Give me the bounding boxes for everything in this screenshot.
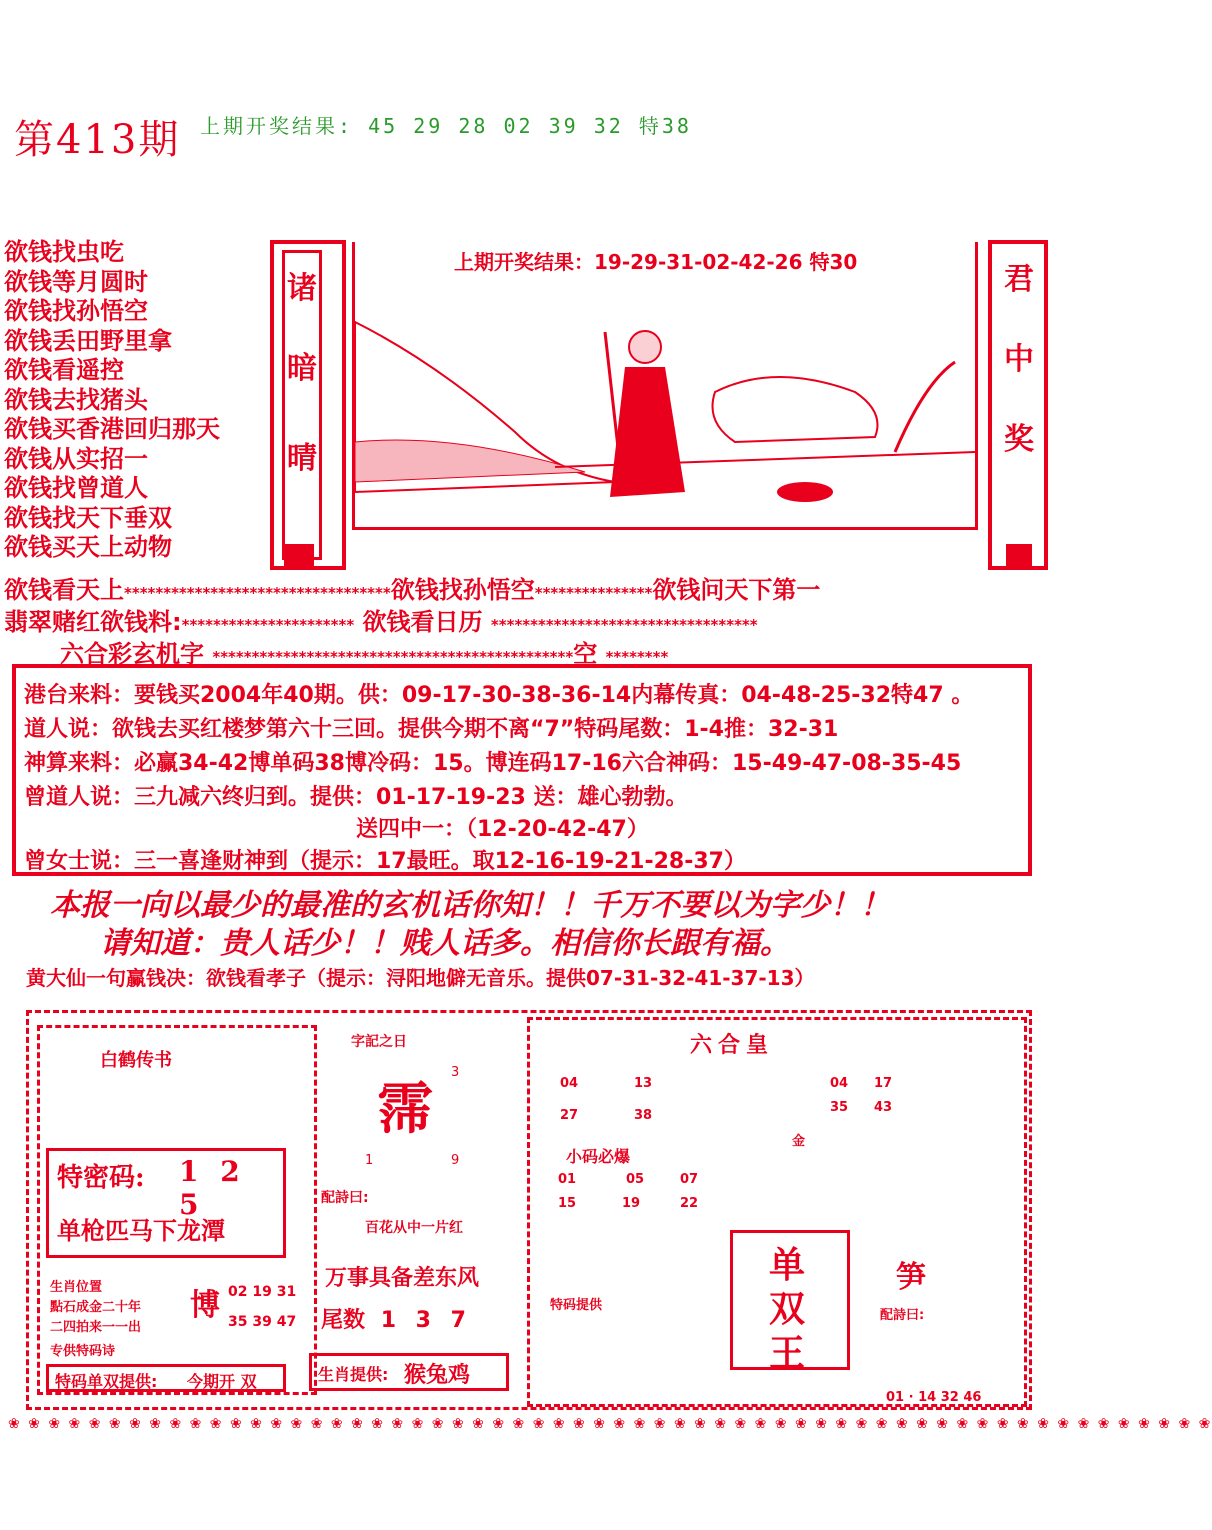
info-line: 曾道人说：三九减六终归到。提供：01-17-19-23 送：雄心勃勃。 — [24, 785, 688, 810]
num-cell: 43 — [874, 1100, 893, 1115]
star-row-stars: *************** — [534, 584, 653, 602]
star-row-text: 六合彩玄机字 — [60, 640, 204, 668]
special-code-phrase: 单枪匹马下龙潭 — [57, 1217, 225, 1245]
bo-char: 博 — [190, 1288, 220, 1323]
day-big-char: 霈 — [377, 1076, 433, 1142]
riddle-line: 欲钱等月圆时 — [4, 267, 148, 296]
zodiac-line: 专供特码诗 — [50, 1344, 116, 1359]
bottom-mid-panel — [318, 1025, 521, 1395]
num-cell: 04 — [560, 1076, 579, 1091]
day-num: 1 — [365, 1153, 374, 1168]
day-num: 3 — [451, 1065, 460, 1080]
right-couplet-char: 君 — [1004, 262, 1034, 297]
left-couplet-column — [282, 250, 322, 560]
num-cell: 17 — [874, 1076, 893, 1091]
huang-daxian-line: 黄大仙一句赢钱决：欲钱看孝子（提示：浔阳地僻无音乐。提供07-31-32-41-37-13） — [26, 966, 815, 990]
flower-border: ❀ ❀ ❀ ❀ ❀ ❀ ❀ ❀ ❀ ❀ ❀ ❀ ❀ ❀ ❀ ❀ ❀ ❀ ❀ ❀ ❀ ❀ ❀ ❀ ❀ ❀ ❀ ❀ ❀ ❀ ❀ ❀ ❀ ❀ ❀ ❀ ❀ ❀ ❀ ❀ ❀ ❀ ❀ ❀ ❀ ❀ ❀ ❀ ❀ ❀ ❀ ❀ ❀ ❀ ❀ ❀ ❀ ❀ ❀ ❀ — [8, 1416, 1212, 1432]
single-double-label: 特码单双提供: — [55, 1372, 158, 1391]
num-cell: 15 — [558, 1196, 577, 1211]
bottom-frame — [26, 1010, 1032, 1410]
frame-base-block — [284, 544, 314, 566]
star-row-text: 欲钱看日历 — [362, 608, 483, 636]
num-cell: 13 — [634, 1076, 653, 1091]
bottom-right-panel — [527, 1017, 1027, 1407]
star-row-text: 欲钱看天上 — [4, 576, 124, 604]
small-code-title: 小码必爆 — [566, 1147, 631, 1166]
riddle-line: 欲钱找孙悟空 — [4, 297, 148, 325]
info-line: 神算来料：必赢34-42博单码38博冷码：15。博连码17-16六合神码：15-49-47-08-35-45 — [24, 751, 962, 776]
day-char-label: 字記之日 — [351, 1034, 407, 1050]
prev-result-mid: 上期开奖结果：19-29-31-02-42-26 特30 — [454, 250, 858, 274]
right-bottom-nums: 01 · 14 32 46 — [886, 1390, 982, 1405]
issue-number: 第413期 — [14, 117, 181, 163]
single-double-king-box — [730, 1230, 850, 1374]
mid-phrase: 万事具备差东风 — [325, 1266, 480, 1291]
bo-nums: 35 39 47 — [228, 1314, 297, 1330]
right-poem-label: 配詩曰: — [880, 1308, 925, 1323]
num-cell: 01 — [558, 1172, 577, 1187]
tail-number-row — [321, 1303, 472, 1334]
king-char: 双 — [769, 1288, 806, 1330]
riddle-line: 欲钱找天下垂双 — [4, 503, 172, 532]
bottom-left-panel — [37, 1025, 317, 1395]
star-row-stars: ********************** — [181, 616, 355, 634]
single-double-box — [46, 1364, 286, 1392]
left-couplet-frame — [270, 240, 346, 570]
riddle-line: 欲钱去找猪头 — [4, 385, 148, 414]
slogan-line-2: 请知道：贵人话少！！贱人话多。相信你长跟有福。 — [100, 926, 790, 961]
left-couplet-char: 晴 — [287, 441, 317, 476]
left-couplet-char: 诸 — [287, 271, 317, 306]
zodiac-line: 二四拍来一一出 — [50, 1320, 142, 1335]
star-row-1 — [4, 570, 820, 605]
zodiac-line: 點石成金二十年 — [50, 1300, 142, 1315]
liuhe-title: 六合皇 — [690, 1033, 775, 1058]
poem-text: 百花从中一片红 — [365, 1220, 463, 1236]
info-line: 曾女士说：三一喜逢财神到（提示：17最旺。取12-16-19-21-28-37） — [24, 849, 746, 874]
bo-nums: 02 19 31 — [228, 1284, 297, 1300]
day-num: 9 — [451, 1153, 460, 1168]
bailu-title: 白鹤传书 — [100, 1050, 172, 1071]
riddle-list — [4, 238, 274, 563]
info-box — [12, 664, 1032, 876]
riddle-line: 欲钱买香港回归那天 — [4, 415, 220, 443]
star-row-stars: ******** — [605, 648, 669, 666]
star-row-2 — [4, 602, 758, 637]
star-row-stars: ********************************** — [124, 584, 391, 602]
zodiac-provide-box — [309, 1353, 509, 1391]
special-code-box — [46, 1148, 286, 1258]
slogan-line-1: 本报一向以最少的最准的玄机话你知！！千万不要以为字少！！ — [50, 888, 890, 923]
special-code-nums: 1 2 5 — [179, 1155, 246, 1221]
num-cell: 35 — [830, 1100, 849, 1115]
special-provide-label: 特码提供 — [550, 1298, 603, 1313]
king-char: 单 — [769, 1244, 806, 1286]
star-row-text: 翡翠赌红欲钱料: — [4, 608, 182, 636]
info-line: 送四中一：（12-20-42-47） — [356, 817, 649, 842]
star-row-stars: ********************************************** — [212, 648, 574, 666]
star-row-text: 欲钱找孙悟空 — [390, 576, 535, 604]
riddle-line: 欲钱找虫吃 — [4, 238, 124, 266]
zodiac-provide-label: 生肖提供: — [318, 1365, 389, 1384]
special-code-label: 特密码: — [57, 1163, 145, 1193]
riddle-line: 欲钱从实招一 — [4, 444, 148, 473]
tail-label: 尾数 — [321, 1308, 366, 1333]
star-row-text: 欲钱问天下第一 — [652, 576, 821, 604]
king-char: 王 — [769, 1332, 806, 1374]
monk-ox-illustration — [355, 242, 975, 527]
zodiac-provide-value: 猴兔鸡 — [404, 1363, 471, 1388]
right-couplet-frame — [988, 240, 1048, 570]
riddle-line: 欲钱买天上动物 — [4, 533, 172, 561]
num-cell: 22 — [680, 1196, 699, 1211]
prev-result-top: 上期开奖结果: 45 29 28 02 39 32 特38 — [200, 114, 692, 138]
tail-nums: 1 3 7 — [380, 1308, 472, 1333]
zodiac-position-label: 生肖位置 — [50, 1280, 103, 1295]
num-cell: 04 — [830, 1076, 849, 1091]
info-line: 港台来料：要钱买2004年40期。供：09-17-30-38-36-14内幕传真：04-48-25-32特47 。 — [24, 683, 974, 708]
star-row-stars: ********************************** — [490, 616, 758, 634]
star-row-text: 空 — [573, 640, 598, 668]
info-line: 道人说：欲钱去买红楼梦第六十三回。提供今期不离“7”特码尾数：1-4推：32-31 — [24, 717, 839, 742]
num-cell: 38 — [634, 1108, 653, 1123]
num-cell: 07 — [680, 1172, 699, 1187]
right-couplet-char: 中 — [1004, 342, 1034, 377]
center-label: 金 — [792, 1134, 806, 1149]
num-cell: 05 — [626, 1172, 645, 1187]
left-couplet-char: 暗 — [287, 351, 317, 386]
riddle-line: 欲钱找曾道人 — [4, 474, 148, 502]
right-bamboo-char: 笋 — [896, 1260, 926, 1295]
num-cell: 27 — [560, 1108, 579, 1123]
right-couplet-char: 奖 — [1004, 422, 1034, 457]
num-cell: 19 — [622, 1196, 641, 1211]
riddle-line: 欲钱看遥控 — [4, 356, 124, 384]
frame-base-block — [1006, 544, 1032, 566]
riddle-line: 欲钱丢田野里拿 — [4, 326, 172, 355]
illustration-scene — [352, 242, 978, 530]
single-double-value: 今期开 双 — [187, 1372, 257, 1391]
poem-label: 配詩曰: — [321, 1190, 369, 1206]
